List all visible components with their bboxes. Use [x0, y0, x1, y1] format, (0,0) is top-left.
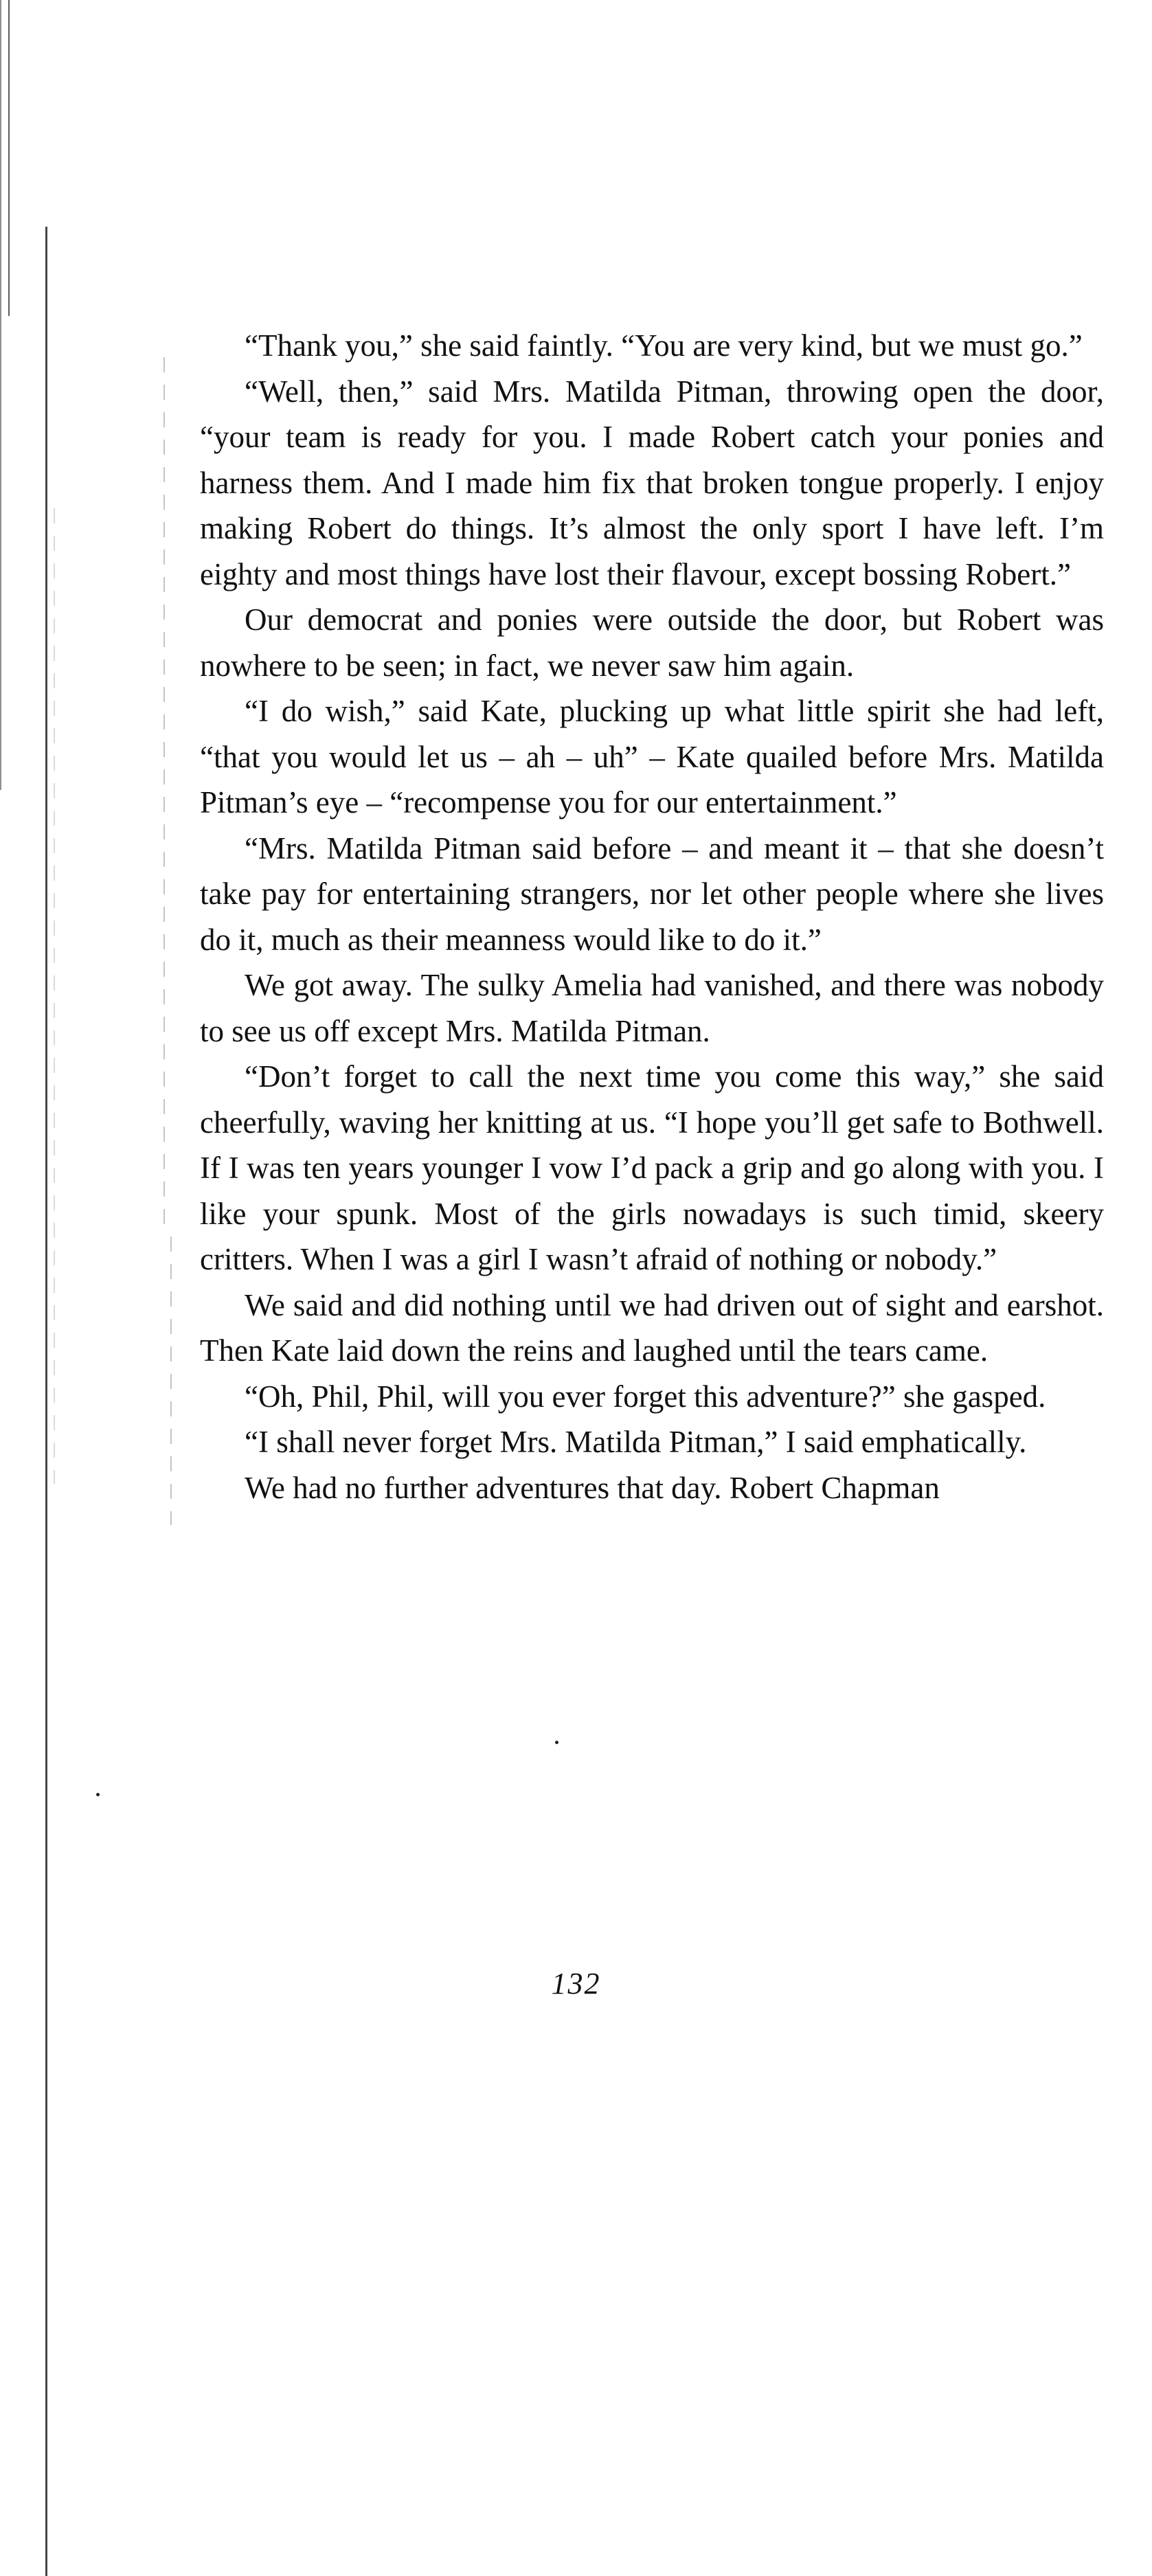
paragraph: “Thank you,” she said faintly. “You are very kind, but we must go.” [245, 328, 1083, 363]
paragraph: “Oh, Phil, Phil, will you ever forget this adventure?” she gasped. [245, 1379, 1046, 1414]
body-text [200, 323, 1104, 1511]
scan-bleed-through [163, 357, 165, 1236]
paragraph: We had no further adventures that day. Robert Chapman [245, 1470, 940, 1505]
paragraph: We got away. The sulky Amelia had vanished, and there was nobody to see us off except Mrs. Matilda Pitman. [200, 968, 1104, 1048]
paragraph: Our democrat and ponies were outside the door, but Robert was nowhere to be seen; in fact, we never saw him again. [200, 602, 1104, 683]
scan-bleed-through [170, 1236, 172, 1525]
paragraph: We said and did nothing until we had driven out of sight and earshot. Then Kate laid down the reins and laughed until the tears came. [200, 1287, 1104, 1368]
scan-gutter-line [8, 0, 10, 316]
scan-gutter-line [45, 227, 47, 2576]
paragraph: “Mrs. Matilda Pitman said before – and meant it – that she doesn’t take pay for entertaining strangers, nor let other people where she lives do it, much as their meanness would like to do it.” [200, 831, 1104, 957]
scan-speck [555, 1741, 558, 1744]
scan-gutter-line [0, 0, 1, 790]
paragraph: “I shall never forget Mrs. Matilda Pitman,” I said emphatically. [245, 1425, 1027, 1459]
paragraph: “Well, then,” said Mrs. Matilda Pitman, throwing open the door, “your team is ready for you. I made Robert catch your ponies and harness them. And I made him fix that broken tongue properly. I enjoy making Robert do things. It’s almost the only sport I have left. I’m eighty and most things have lost their flavour, except bossing Robert.” [200, 374, 1104, 591]
page-number: 132 [551, 1967, 601, 2000]
paragraph: “I do wish,” said Kate, plucking up what little spirit she had left, “that you would let us – ah – uh” – Kate quailed before Mrs. Matilda Pitman’s eye – “recompense you for our entertainment.” [200, 694, 1104, 820]
scan-speck [96, 1793, 100, 1796]
scan-bleed-through [54, 508, 55, 1484]
paragraph: “Don’t forget to call the next time you come this way,” she said cheerfully, waving her knitting at us. “I hope you’ll get safe to Bothwell. If I was ten years younger I vow I’d pack a grip and go along with you. I like your spunk. Most of the girls nowadays is such timid, skeery critters. When I was a girl I wasn’t afraid of nothing or nobody.” [200, 1059, 1104, 1276]
